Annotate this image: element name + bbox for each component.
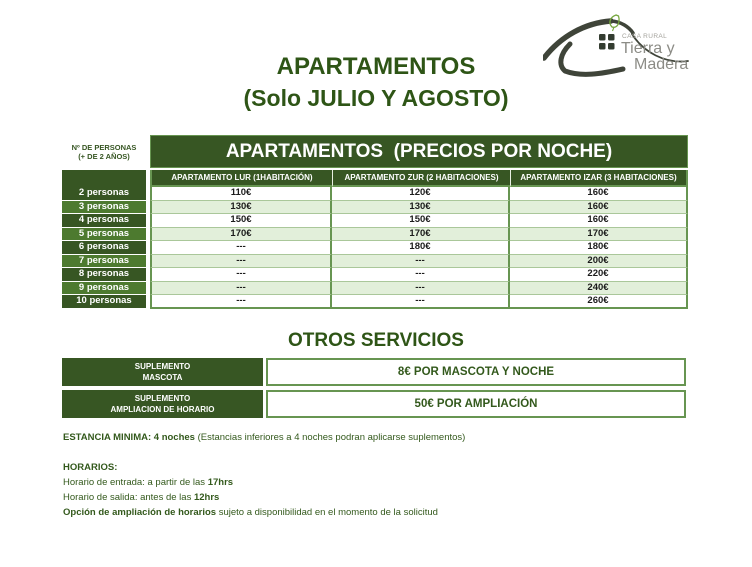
- price-cell: ---: [150, 241, 332, 255]
- service-label-line1: SUPLEMENTO: [134, 394, 191, 403]
- note-entrada: [63, 475, 703, 490]
- logo-name-line2: Madera: [634, 56, 689, 73]
- logo: [543, 12, 708, 84]
- row-label: 2 personas: [62, 187, 146, 201]
- price-cell: 170€: [332, 228, 510, 242]
- service-value: 50€ POR AMPLIACIÓN: [266, 390, 686, 418]
- row-label: 3 personas: [62, 201, 146, 215]
- logo-name-line1: Tierra y: [621, 40, 675, 57]
- note-entrada-text: Horario de entrada: a partir de las: [63, 477, 208, 488]
- column-header-lur: APARTAMENTO LUR (1HABITACIÓN): [150, 170, 332, 187]
- services-table: [62, 358, 686, 418]
- column-header-izar: APARTAMENTO IZAR (3 HABITACIONES): [510, 170, 688, 187]
- price-cell: 150€: [150, 214, 332, 228]
- note-estancia-bold: ESTANCIA MINIMA: 4 noches: [63, 432, 195, 443]
- price-cell: 130€: [150, 201, 332, 215]
- price-cell: 170€: [150, 228, 332, 242]
- row-label: 5 personas: [62, 228, 146, 242]
- page-title-line2: (Solo JULIO Y AGOSTO): [243, 85, 509, 111]
- service-label-line1: SUPLEMENTO: [134, 362, 191, 371]
- note-salida-bold: 12hrs: [193, 492, 220, 503]
- price-cell: ---: [332, 255, 510, 269]
- service-label-line2: AMPLIACION DE HORARIO: [110, 405, 215, 414]
- table-main-header: APARTAMENTOS (PRECIOS POR NOCHE): [150, 135, 688, 168]
- price-cell: 170€: [510, 228, 688, 242]
- corner-header-line1: Nº DE PERSONAS: [71, 143, 137, 152]
- service-label: [62, 358, 263, 386]
- logo-tagline: CASA RURAL: [622, 33, 668, 40]
- price-cell: 150€: [332, 214, 510, 228]
- service-label-line2: MASCOTA: [142, 373, 183, 382]
- note-estancia: [63, 430, 703, 445]
- price-cell: 180€: [332, 241, 510, 255]
- price-cell: ---: [332, 295, 510, 309]
- corner-header-line2: (+ DE 2 AÑOS): [78, 152, 130, 161]
- row-label: 8 personas: [62, 268, 146, 282]
- price-cell: 220€: [510, 268, 688, 282]
- notes: [63, 430, 703, 520]
- row-label: 7 personas: [62, 255, 146, 269]
- price-cell: 200€: [510, 255, 688, 269]
- price-cell: 160€: [510, 214, 688, 228]
- service-label: [62, 390, 263, 418]
- price-cell: ---: [332, 268, 510, 282]
- price-cell: ---: [150, 268, 332, 282]
- column-header-zur: APARTAMENTO ZUR (2 HABITACIONES): [332, 170, 510, 187]
- price-cell: ---: [150, 282, 332, 296]
- corner-header: [62, 135, 146, 170]
- pricing-table: [62, 135, 688, 309]
- price-cell: 130€: [332, 201, 510, 215]
- price-cell: ---: [150, 255, 332, 269]
- service-value: 8€ POR MASCOTA Y NOCHE: [266, 358, 686, 386]
- services-title: OTROS SERVICIOS: [288, 330, 464, 351]
- row-label: 4 personas: [62, 214, 146, 228]
- window-icon: [599, 34, 615, 50]
- price-cell: 160€: [510, 201, 688, 215]
- subheader-filler: [62, 170, 146, 187]
- note-estancia-rest: (Estancias inferiores a 4 noches podran aplicarse suplementos): [194, 432, 466, 443]
- price-cell: 240€: [510, 282, 688, 296]
- note-entrada-bold: 17hrs: [207, 477, 234, 488]
- price-cell: ---: [332, 282, 510, 296]
- price-cell: 160€: [510, 187, 688, 201]
- price-cell: ---: [150, 295, 332, 309]
- note-ampliacion: [63, 505, 703, 520]
- note-salida: [63, 490, 703, 505]
- price-cell: 260€: [510, 295, 688, 309]
- note-horarios-title: HORARIOS:: [63, 462, 118, 473]
- page-title-line1: APARTAMENTOS: [276, 53, 476, 80]
- row-label: 10 personas: [62, 295, 146, 309]
- note-ampliacion-rest: sujeto a disponibilidad en el momento de la solicitud: [216, 507, 438, 518]
- row-label: 6 personas: [62, 241, 146, 255]
- row-label: 9 personas: [62, 282, 146, 296]
- price-cell: 120€: [332, 187, 510, 201]
- price-cell: 180€: [510, 241, 688, 255]
- note-ampliacion-bold: Opción de ampliación de horarios: [63, 507, 217, 518]
- price-cell: 110€: [150, 187, 332, 201]
- note-salida-text: Horario de salida: antes de las: [63, 492, 194, 503]
